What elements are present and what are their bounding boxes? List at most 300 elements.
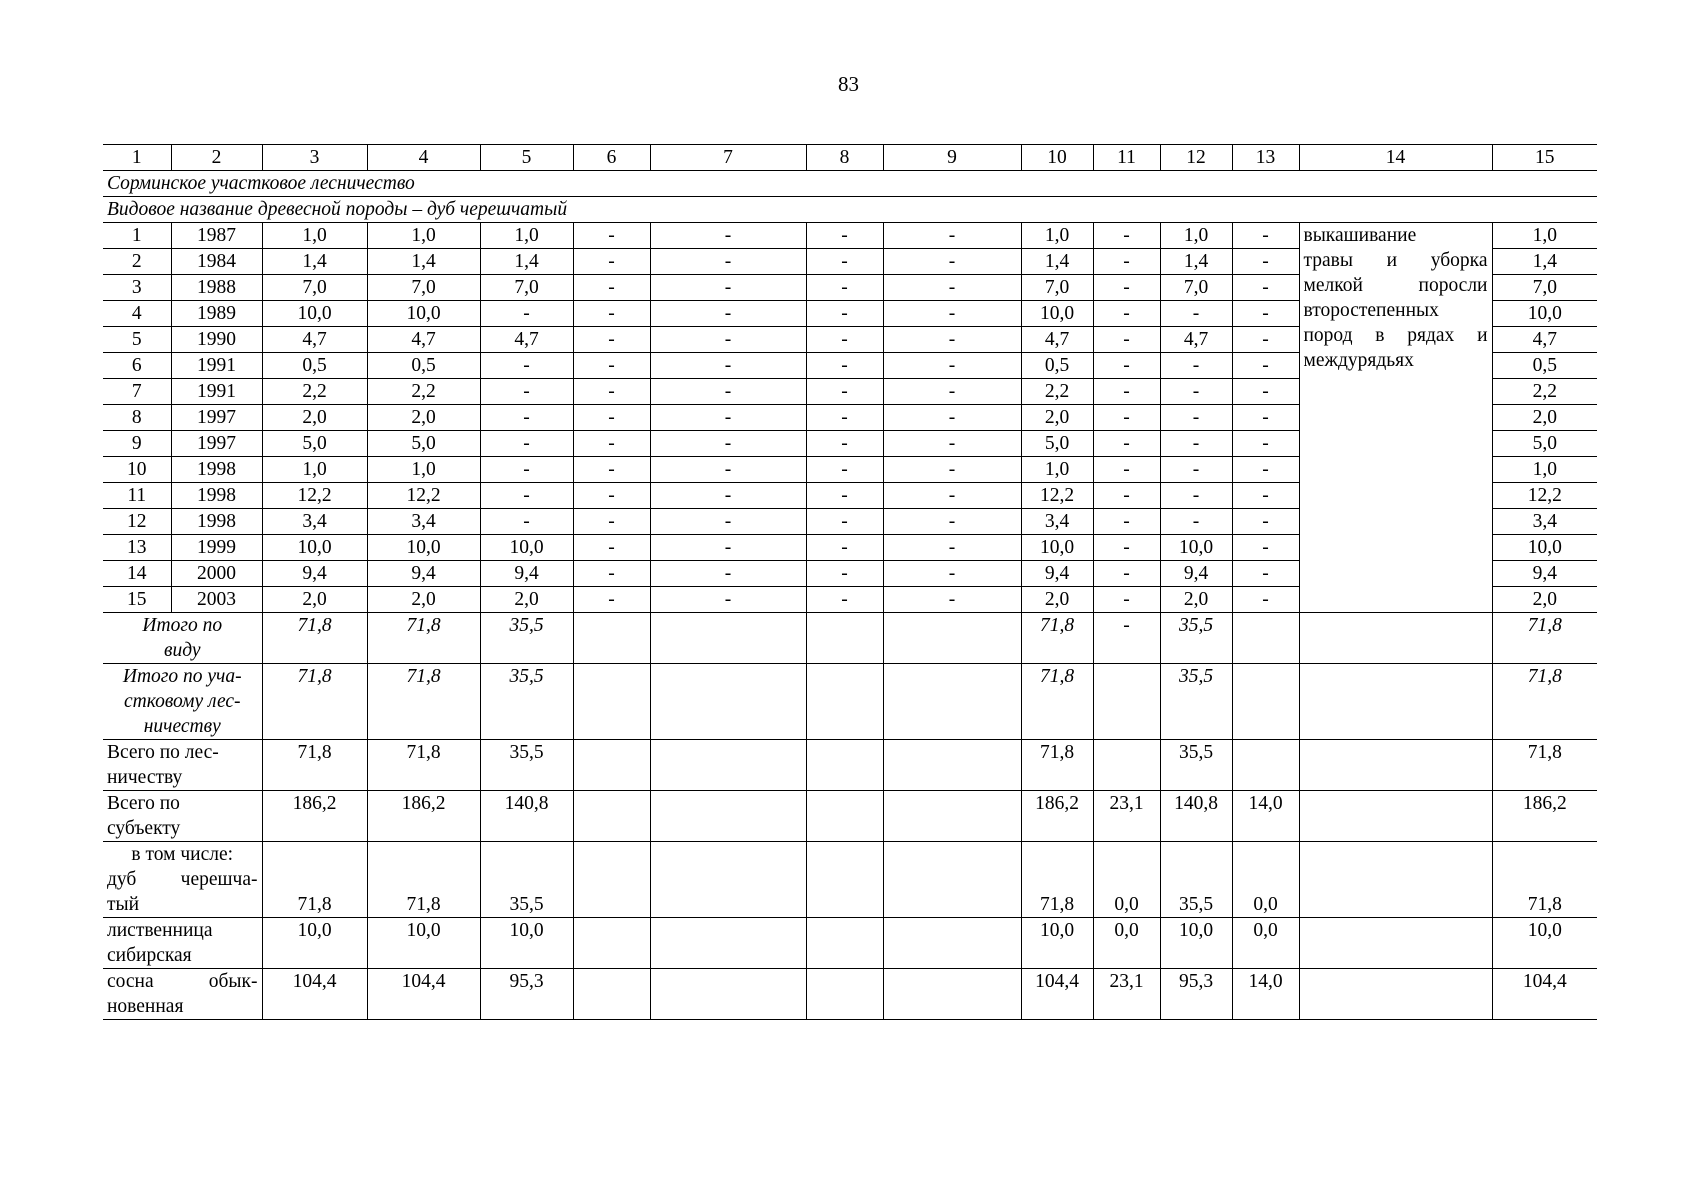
total-cell xyxy=(650,664,806,740)
column-header: 2 xyxy=(171,145,262,171)
total-label-line: Итого по xyxy=(142,615,223,636)
total-cell: 104,4 xyxy=(1492,969,1597,1020)
table-cell: - xyxy=(806,275,883,301)
table-cell: 10,0 xyxy=(480,535,573,561)
total-cell: 104,4 xyxy=(367,969,480,1020)
table-cell: 9,4 xyxy=(1160,561,1232,587)
total-cell xyxy=(806,791,883,842)
table-cell: - xyxy=(883,379,1021,405)
table-cell: - xyxy=(883,301,1021,327)
table-cell: 0,5 xyxy=(1492,353,1597,379)
table-cell: 2,2 xyxy=(262,379,367,405)
table-cell: 2,2 xyxy=(1021,379,1093,405)
table-cell: - xyxy=(1093,379,1160,405)
column-header: 9 xyxy=(883,145,1021,171)
total-cell: 71,8 xyxy=(1492,842,1597,918)
total-label-line: лиственница xyxy=(107,920,213,941)
table-cell: 1998 xyxy=(171,483,262,509)
table-cell: - xyxy=(1232,249,1299,275)
table-cell: 2,0 xyxy=(1160,587,1232,613)
table-cell: - xyxy=(806,457,883,483)
table-cell: 2,0 xyxy=(262,405,367,431)
total-cell xyxy=(650,969,806,1020)
table-cell: 10,0 xyxy=(1021,535,1093,561)
total-cell: 23,1 xyxy=(1093,791,1160,842)
total-label-line: виду xyxy=(164,640,201,661)
table-cell: - xyxy=(1232,509,1299,535)
table-cell: 9,4 xyxy=(1021,561,1093,587)
table-cell: - xyxy=(1093,275,1160,301)
column-header: 7 xyxy=(650,145,806,171)
table-cell: 5,0 xyxy=(1021,431,1093,457)
table-cell: - xyxy=(650,379,806,405)
total-cell xyxy=(573,969,650,1020)
table-cell: 4 xyxy=(103,301,171,327)
table-cell: - xyxy=(573,457,650,483)
table-cell: - xyxy=(1093,405,1160,431)
table-cell: - xyxy=(806,249,883,275)
total-cell: 71,8 xyxy=(262,842,367,918)
table-cell: - xyxy=(1232,275,1299,301)
note-line: пород в рядах и xyxy=(1303,325,1488,346)
total-row-by_forestry xyxy=(103,740,1597,791)
table-cell: - xyxy=(883,327,1021,353)
total-cell: 140,8 xyxy=(1160,791,1232,842)
table-cell: - xyxy=(650,405,806,431)
total-cell xyxy=(1299,613,1492,664)
table-cell: - xyxy=(1093,327,1160,353)
table-cell: 7,0 xyxy=(1492,275,1597,301)
table-cell: 2 xyxy=(103,249,171,275)
total-cell xyxy=(806,842,883,918)
table-cell: - xyxy=(1093,483,1160,509)
table-cell: - xyxy=(573,275,650,301)
table-cell: - xyxy=(1232,561,1299,587)
table-cell: 1,0 xyxy=(1021,223,1093,249)
table-cell: 2,2 xyxy=(367,379,480,405)
table-cell: - xyxy=(1232,483,1299,509)
column-header: 1 xyxy=(103,145,171,171)
total-cell: 71,8 xyxy=(262,740,367,791)
table-cell: - xyxy=(806,379,883,405)
table-cell: 4,7 xyxy=(367,327,480,353)
total-label xyxy=(103,740,262,791)
table-cell: 8 xyxy=(103,405,171,431)
table-cell: 1,4 xyxy=(1160,249,1232,275)
table-cell: - xyxy=(573,379,650,405)
table-cell: - xyxy=(1093,561,1160,587)
table-cell: 10,0 xyxy=(262,301,367,327)
total-cell xyxy=(1299,842,1492,918)
total-label-line: в том числе: xyxy=(131,844,234,865)
total-cell xyxy=(1299,664,1492,740)
total-label-line: сибирская xyxy=(107,945,192,966)
table-cell: 5,0 xyxy=(1492,431,1597,457)
table-cell: 1997 xyxy=(171,405,262,431)
table-cell: 1,0 xyxy=(1492,457,1597,483)
table-cell: - xyxy=(480,457,573,483)
species-title: Видовое название древесной породы – дуб черешчатый xyxy=(103,197,1597,223)
total-row-larch xyxy=(103,918,1597,969)
table-cell: 5 xyxy=(103,327,171,353)
total-cell: 23,1 xyxy=(1093,969,1160,1020)
total-label-line: сосна обык- xyxy=(107,971,258,992)
total-cell: 71,8 xyxy=(367,842,480,918)
table-cell: 2,0 xyxy=(1492,587,1597,613)
table-cell: 1991 xyxy=(171,379,262,405)
table-cell: - xyxy=(806,483,883,509)
table-cell: - xyxy=(806,353,883,379)
table-cell: - xyxy=(480,301,573,327)
total-cell: 186,2 xyxy=(367,791,480,842)
table-cell: 5,0 xyxy=(367,431,480,457)
total-cell xyxy=(883,791,1021,842)
total-cell: 0,0 xyxy=(1093,918,1160,969)
column-header: 15 xyxy=(1492,145,1597,171)
column-header: 14 xyxy=(1299,145,1492,171)
table-cell: 1,0 xyxy=(367,223,480,249)
total-cell: 71,8 xyxy=(1492,664,1597,740)
total-label-line: тый xyxy=(107,894,140,915)
total-cell: 10,0 xyxy=(367,918,480,969)
table-cell: 2,0 xyxy=(367,405,480,431)
total-cell xyxy=(1232,740,1299,791)
table-cell: 9 xyxy=(103,431,171,457)
total-cell: 186,2 xyxy=(1021,791,1093,842)
table-cell: - xyxy=(573,483,650,509)
total-cell xyxy=(806,740,883,791)
table-cell: 1989 xyxy=(171,301,262,327)
table-cell: - xyxy=(573,561,650,587)
note-line: междурядьях xyxy=(1303,350,1414,371)
total-cell xyxy=(883,918,1021,969)
table-cell: - xyxy=(1093,457,1160,483)
total-cell xyxy=(883,969,1021,1020)
table-cell: 1998 xyxy=(171,509,262,535)
table-cell: - xyxy=(650,353,806,379)
total-cell xyxy=(1232,664,1299,740)
note-line: выкашивание xyxy=(1303,225,1417,246)
total-label-line: субъекту xyxy=(107,818,181,839)
table-cell: - xyxy=(650,431,806,457)
table-cell: 1,0 xyxy=(480,223,573,249)
total-cell: 35,5 xyxy=(480,613,573,664)
total-cell: 95,3 xyxy=(1160,969,1232,1020)
table-cell: 10 xyxy=(103,457,171,483)
total-label-line: дуб черешча- xyxy=(107,869,258,890)
table-cell: - xyxy=(573,405,650,431)
total-cell: 0,0 xyxy=(1232,918,1299,969)
table-cell: 12 xyxy=(103,509,171,535)
total-cell xyxy=(883,613,1021,664)
total-cell xyxy=(650,791,806,842)
table-cell: - xyxy=(480,431,573,457)
total-cell: 71,8 xyxy=(1021,613,1093,664)
total-cell: 71,8 xyxy=(1021,842,1093,918)
total-cell xyxy=(1299,740,1492,791)
table-cell: - xyxy=(1093,431,1160,457)
table-cell: 10,0 xyxy=(1492,301,1597,327)
table-cell: - xyxy=(806,535,883,561)
table-cell: 1998 xyxy=(171,457,262,483)
total-cell xyxy=(806,613,883,664)
total-cell xyxy=(650,842,806,918)
table-cell: - xyxy=(806,587,883,613)
table-cell: - xyxy=(1232,587,1299,613)
table-cell: 2,0 xyxy=(1021,405,1093,431)
total-cell xyxy=(1093,740,1160,791)
table-cell: - xyxy=(883,483,1021,509)
total-cell: 71,8 xyxy=(1021,664,1093,740)
note-line: второстепенных xyxy=(1303,300,1439,321)
table-cell: 0,5 xyxy=(1021,353,1093,379)
total-row-by_species xyxy=(103,613,1597,664)
total-cell: 35,5 xyxy=(1160,842,1232,918)
table-cell: - xyxy=(650,587,806,613)
table-cell: 0,5 xyxy=(262,353,367,379)
total-cell: 0,0 xyxy=(1232,842,1299,918)
total-cell: 186,2 xyxy=(262,791,367,842)
column-header: 5 xyxy=(480,145,573,171)
table-cell: - xyxy=(480,483,573,509)
page-number: 83 xyxy=(838,72,859,96)
table-cell: - xyxy=(806,327,883,353)
total-cell xyxy=(1299,791,1492,842)
total-cell: 71,8 xyxy=(1021,740,1093,791)
total-cell xyxy=(573,664,650,740)
table-cell: - xyxy=(883,223,1021,249)
total-cell: 71,8 xyxy=(1492,613,1597,664)
table-cell: 14 xyxy=(103,561,171,587)
table-cell: - xyxy=(1093,223,1160,249)
table-cell: 2003 xyxy=(171,587,262,613)
total-cell: 71,8 xyxy=(367,740,480,791)
table-cell: - xyxy=(1232,535,1299,561)
table-cell: - xyxy=(806,405,883,431)
table-cell: 1,0 xyxy=(262,457,367,483)
column-header: 11 xyxy=(1093,145,1160,171)
table-cell: 12,2 xyxy=(262,483,367,509)
table-cell: - xyxy=(1232,405,1299,431)
total-cell: 140,8 xyxy=(480,791,573,842)
total-cell xyxy=(1093,664,1160,740)
table-cell: 10,0 xyxy=(367,535,480,561)
table-cell: - xyxy=(806,509,883,535)
table-cell: 3,4 xyxy=(1492,509,1597,535)
table-cell: - xyxy=(1232,431,1299,457)
total-cell: 71,8 xyxy=(1492,740,1597,791)
table-cell: - xyxy=(573,535,650,561)
table-cell: - xyxy=(1232,301,1299,327)
total-label-line: новенная xyxy=(107,996,184,1017)
table-cell: - xyxy=(883,457,1021,483)
table-cell: - xyxy=(573,301,650,327)
table-cell: - xyxy=(650,561,806,587)
total-cell xyxy=(806,969,883,1020)
table-cell: - xyxy=(650,301,806,327)
table-cell: 4,7 xyxy=(1160,327,1232,353)
total-label-line: Всего по xyxy=(107,793,180,814)
table-cell: - xyxy=(1160,457,1232,483)
table-cell: 2,0 xyxy=(262,587,367,613)
total-cell: 14,0 xyxy=(1232,791,1299,842)
table-cell: - xyxy=(1093,509,1160,535)
total-cell xyxy=(650,613,806,664)
total-label xyxy=(103,613,262,664)
total-cell: 35,5 xyxy=(480,664,573,740)
total-cell: 0,0 xyxy=(1093,842,1160,918)
table-cell: 15 xyxy=(103,587,171,613)
total-cell: 71,8 xyxy=(367,664,480,740)
table-cell: - xyxy=(650,223,806,249)
total-cell xyxy=(806,918,883,969)
total-label xyxy=(103,842,262,918)
table-cell: 1997 xyxy=(171,431,262,457)
table-cell: - xyxy=(1160,509,1232,535)
total-label xyxy=(103,664,262,740)
total-label xyxy=(103,969,262,1020)
total-row-by_district xyxy=(103,664,1597,740)
forest-table xyxy=(103,144,1597,1020)
total-cell: 10,0 xyxy=(1492,918,1597,969)
total-cell xyxy=(650,740,806,791)
table-cell: 0,5 xyxy=(367,353,480,379)
table-cell: 1,0 xyxy=(1492,223,1597,249)
table-cell: 1,0 xyxy=(1160,223,1232,249)
column-header: 12 xyxy=(1160,145,1232,171)
table-cell: - xyxy=(573,431,650,457)
table-body xyxy=(103,145,1597,1020)
table-cell: - xyxy=(1232,379,1299,405)
table-cell: 3,4 xyxy=(262,509,367,535)
total-label-line: стковому лес- xyxy=(123,691,241,712)
table-cell: 12,2 xyxy=(1021,483,1093,509)
table-cell: 3 xyxy=(103,275,171,301)
species-row xyxy=(103,197,1597,223)
table-cell: - xyxy=(573,223,650,249)
column-header: 10 xyxy=(1021,145,1093,171)
table-cell: 9,4 xyxy=(480,561,573,587)
section-row xyxy=(103,171,1597,197)
table-cell: 2,0 xyxy=(480,587,573,613)
table-cell: 9,4 xyxy=(262,561,367,587)
table-cell: 1,0 xyxy=(1021,457,1093,483)
total-cell: 71,8 xyxy=(367,613,480,664)
total-label xyxy=(103,791,262,842)
table-cell: - xyxy=(1160,431,1232,457)
total-row-by_subject xyxy=(103,791,1597,842)
table-row xyxy=(103,223,1597,249)
table-cell: - xyxy=(1093,301,1160,327)
table-cell: - xyxy=(650,457,806,483)
table-cell: - xyxy=(883,405,1021,431)
total-cell xyxy=(1299,918,1492,969)
total-cell xyxy=(883,740,1021,791)
total-cell xyxy=(650,918,806,969)
table-cell: 2,2 xyxy=(1492,379,1597,405)
table-cell: - xyxy=(573,249,650,275)
note-line: травы и уборка xyxy=(1303,250,1488,271)
table-cell: 2,0 xyxy=(1492,405,1597,431)
total-cell xyxy=(573,613,650,664)
table-cell: - xyxy=(650,249,806,275)
total-cell: 35,5 xyxy=(480,842,573,918)
total-cell xyxy=(573,918,650,969)
table-cell: 10,0 xyxy=(1492,535,1597,561)
table-cell: 1999 xyxy=(171,535,262,561)
table-cell: 1,0 xyxy=(262,223,367,249)
table-cell: 1991 xyxy=(171,353,262,379)
table-cell: 4,7 xyxy=(480,327,573,353)
total-cell: 35,5 xyxy=(1160,613,1232,664)
table-cell: - xyxy=(480,379,573,405)
table-cell: 6 xyxy=(103,353,171,379)
table-cell: 2,0 xyxy=(367,587,480,613)
total-label-line: Итого по уча- xyxy=(122,666,242,687)
table-cell: 7,0 xyxy=(262,275,367,301)
total-cell: 104,4 xyxy=(1021,969,1093,1020)
table-cell: 12,2 xyxy=(367,483,480,509)
total-cell: 35,5 xyxy=(1160,740,1232,791)
total-row-oak xyxy=(103,842,1597,918)
total-cell: 10,0 xyxy=(1160,918,1232,969)
table-cell: - xyxy=(573,327,650,353)
table-cell: - xyxy=(480,353,573,379)
table-cell: - xyxy=(480,509,573,535)
total-cell: - xyxy=(1093,613,1160,664)
table-cell: - xyxy=(650,509,806,535)
table-cell: 5,0 xyxy=(262,431,367,457)
column-header: 13 xyxy=(1232,145,1299,171)
column-header: 4 xyxy=(367,145,480,171)
table-cell: 10,0 xyxy=(367,301,480,327)
table-cell: 10,0 xyxy=(262,535,367,561)
table-cell: - xyxy=(883,535,1021,561)
table-cell: 9,4 xyxy=(367,561,480,587)
total-cell: 10,0 xyxy=(480,918,573,969)
note-line: мелкой поросли xyxy=(1303,275,1488,296)
table-cell: - xyxy=(1093,587,1160,613)
table-cell: - xyxy=(1232,457,1299,483)
total-cell: 71,8 xyxy=(262,664,367,740)
table-cell: 1,4 xyxy=(1021,249,1093,275)
note-cell xyxy=(1299,223,1492,613)
table-cell: - xyxy=(1093,353,1160,379)
total-cell: 10,0 xyxy=(1021,918,1093,969)
table-cell: - xyxy=(806,301,883,327)
table-cell: - xyxy=(1160,379,1232,405)
total-cell xyxy=(1299,969,1492,1020)
table-cell: 10,0 xyxy=(1160,535,1232,561)
table-cell: - xyxy=(480,405,573,431)
table-cell: - xyxy=(1232,327,1299,353)
table-cell: - xyxy=(650,327,806,353)
total-cell: 35,5 xyxy=(480,740,573,791)
table-cell: - xyxy=(883,587,1021,613)
table-cell: 2,0 xyxy=(1021,587,1093,613)
total-cell: 35,5 xyxy=(1160,664,1232,740)
table-cell: - xyxy=(883,275,1021,301)
table-cell: - xyxy=(806,431,883,457)
total-cell xyxy=(883,842,1021,918)
table-cell: 4,7 xyxy=(1492,327,1597,353)
table-cell: 7,0 xyxy=(367,275,480,301)
table-cell: 4,7 xyxy=(1021,327,1093,353)
table-cell: 7,0 xyxy=(480,275,573,301)
table-cell: - xyxy=(1160,353,1232,379)
section-title: Сорминское участковое лесничество xyxy=(103,171,1597,197)
table-cell: 4,7 xyxy=(262,327,367,353)
